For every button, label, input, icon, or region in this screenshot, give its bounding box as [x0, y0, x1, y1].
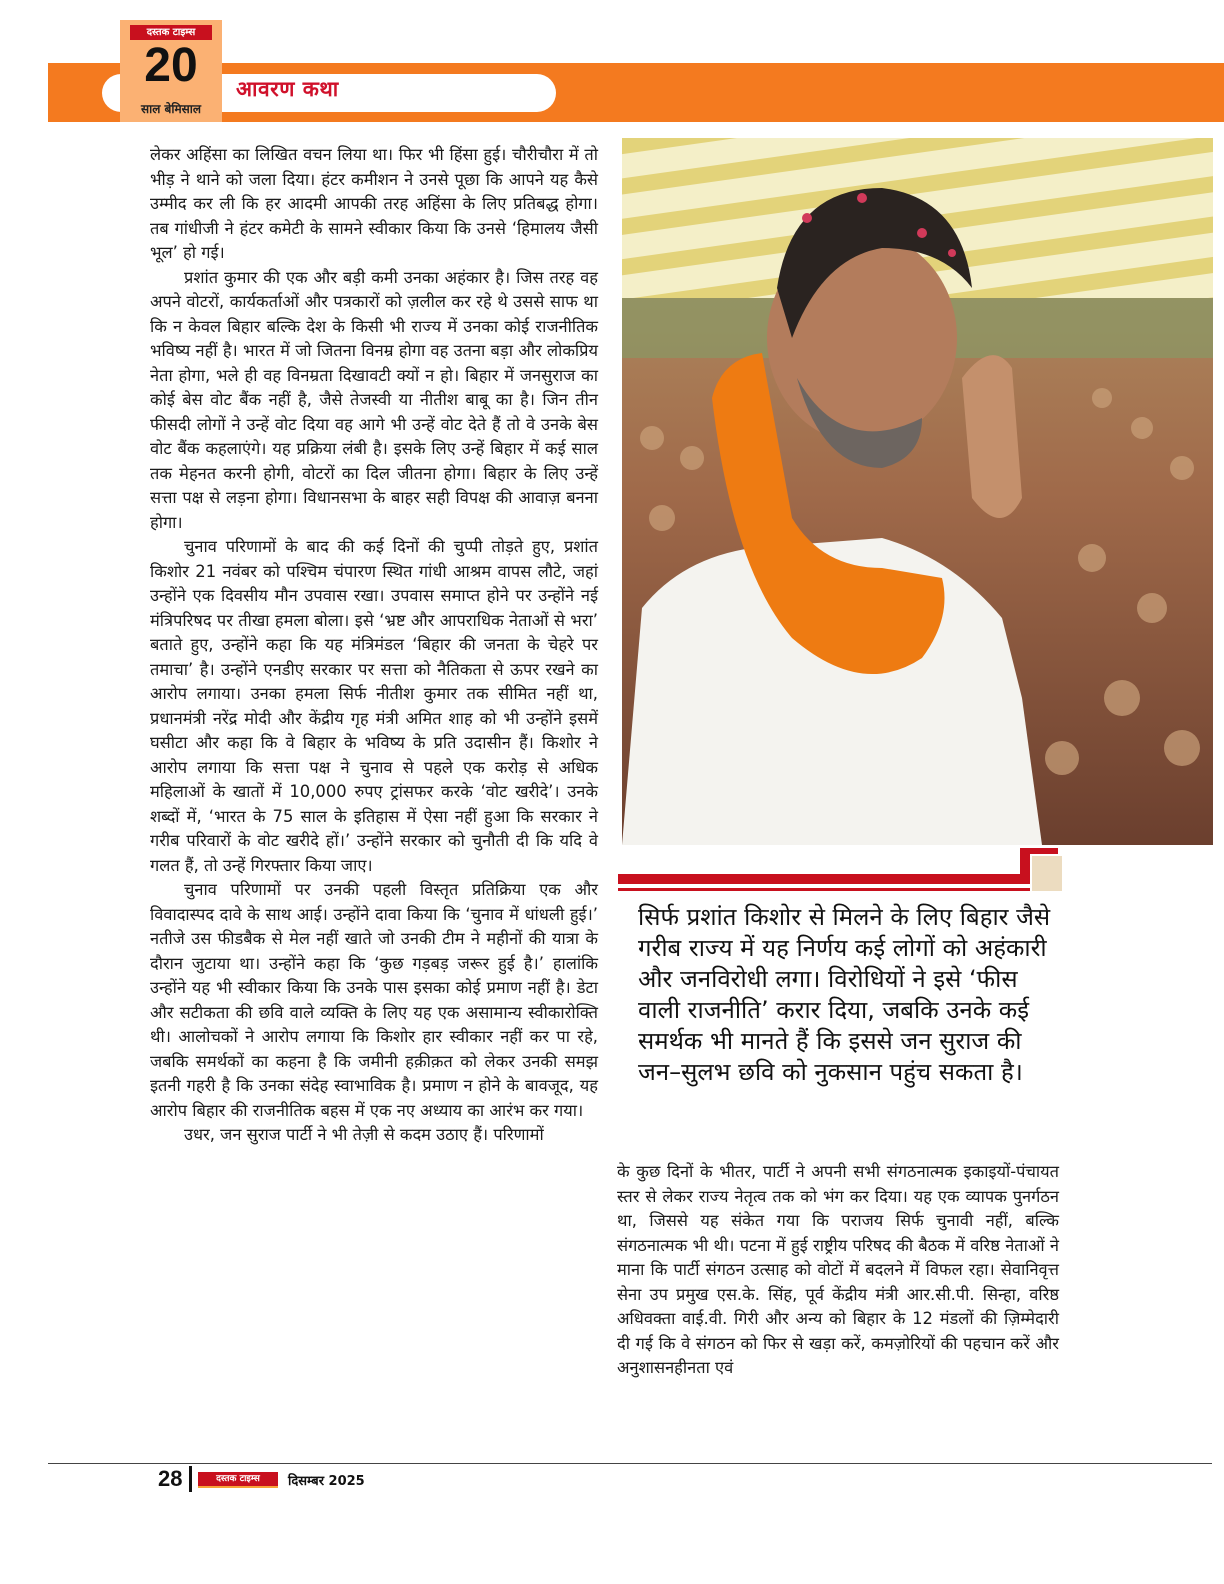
anniversary-number: 20 [144, 39, 198, 92]
paragraph: प्रशांत कुमार की एक और बड़ी कमी उनका अहंकार है। जिस तरह वह अपने वोटरों, कार्यकर्ताओं और पत्रकारों को ज़लील कर रहे थे उससे साफ था कि न केवल बिहार बल्कि देश के किसी भी राज्य में उनका कोई राजनीतिक भविष्य नहीं है। भारत में जो जितना विनम्र होगा वह उतना बड़ा और लोकप्रिय नेता होगा, भले ही वह विनम्रता दिखावटी क्यों न हो। बिहार में जनसुराज का कोई बेस वोट बैंक नहीं है, जैसे तेजस्वी या नीतीश बाबू का है। जिन तीन फीसदी लोगों ने उन्हें वोट दिया वह आगे भी उन्हें वोट देते हैं तो वे उनके बेस वोट बैंक कहलाएंगे। यह प्रक्रिया लंबी है। इसके लिए उन्हें बिहार में कई साल तक मेहनत करनी होगी, वोटरों का दिल जीतना होगा। बिहार के लिए उन्हें सत्ता पक्ष से लड़ना होगा। विधानसभा के बाहर सही विपक्ष की आवाज़ बनना होगा। [150, 267, 598, 532]
article-photo [622, 138, 1213, 845]
paragraph: चुनाव परिणामों पर उनकी पहली विस्तृत प्रतिक्रिया एक और विवादास्पद दावे के साथ आई। उन्होंने दावा किया कि ‘चुनाव में धांधली हुई।’ नतीजे उस फीडबैक से मेल नहीं खाते जो उनकी टीम ने महीनों की यात्रा के दौरान जुटाया था। उन्होंने कहा कि ‘कुछ गड़बड़ जरूर हुई है।’ हालांकि उन्होंने यह भी स्वीकार किया कि उनके पास इसका कोई प्रमाण नहीं है। डेटा और सटीकता की छवि वाले व्यक्ति के लिए यह एक असामान्य स्वीकारोक्ति थी। आलोचकों ने आरोप लगाया कि किशोर हार स्वीकार नहीं कर पा रहे, जबकि समर्थकों का कहना है कि जमीनी हक़ीक़त को लेकर उनकी समझ इतनी गहरी है कि उनका संदेह स्वाभाविक है। प्रमाण न होने के बावजूद, यह आरोप बिहार की राजनीतिक बहस में एक नए अध्याय का आरंभ कर गया। [150, 880, 598, 1120]
anniversary-tagline: साल बेमिसाल [140, 102, 202, 116]
section-title: आवरण कथा [236, 77, 339, 101]
footer-brand-logo: दस्तक टाइम्स [198, 1472, 278, 1488]
photo-illustration [622, 138, 1213, 845]
article-left-column [150, 143, 598, 1148]
rule-thick [618, 874, 1030, 884]
brand-logo: दस्तक टाइम्स [130, 25, 212, 40]
paragraph: लेकर अहिंसा का लिखित वचन लिया था। फिर भी हिंसा हुई। चौरीचौरा में तो भीड़ ने थाने को जला दिया। हंटर कमीशन ने उनसे पूछा कि आपने यह कैसे उम्मीद कर ली कि हर आदमी आपकी तरह अहिंसा के लिए प्रतिबद्ध होगा। तब गांधीजी ने हंटर कमेटी के सामने स्वीकार किया कि उनसे ‘हिमालय जैसी भूल’ हो गई। [150, 145, 598, 262]
paragraph: उधर, जन सुराज पार्टी ने भी तेज़ी से कदम उठाए हैं। परिणामों [184, 1125, 544, 1144]
rule-corner [1020, 848, 1030, 878]
pull-quote: सिर्फ प्रशांत किशोर से मिलने के लिए बिहार जैसे गरीब राज्य में यह निर्णय कई लोगों को अहंकारी और जनविरोधी लगा। विरोधियों ने इसे ‘फीस वाली राजनीति’ करार दिया, जबकि उनके कई समर्थक भी मानते हैं कि इससे जन सुराज की जन–सुलभ छवि को नुकसान पहुंच सकता है। [638, 903, 1051, 1086]
paragraph: चुनाव परिणामों के बाद की कई दिनों की चुप्पी तोड़ते हुए, प्रशांत किशोर 21 नवंबर को पश्चिम चंपारण स्थित गांधी आश्रम वापस लौटे, जहां उन्होंने एक दिवसीय मौन उपवास रखा। उपवास समाप्त होने पर उन्होंने नई मंत्रिपरिषद पर तीखा हमला बोला। इसे ‘भ्रष्ट और आपराधिक नेताओं से भरा’ बताते हुए, उन्होंने कहा कि यह मंत्रिमंडल ‘बिहार की जनता के चेहरे पर तमाचा’ है। उन्होंने एनडीए सरकार पर सत्ता को नैतिकता से ऊपर रखने का आरोप लगाया। उनका हमला सिर्फ नीतीश कुमार तक सीमित नहीं था, प्रधानमंत्री नरेंद्र मोदी और केंद्रीय गृह मंत्री अमित शाह को भी उन्होंने इसमें घसीटा और कहा कि वे बिहार के भविष्य के प्रति उदासीन हैं। किशोर ने आरोप लगाया कि सत्ता पक्ष ने चुनाव से पहले एक करोड़ से अधिक महिलाओं के खातों में 10,000 रुपए ट्रांसफर करके ‘वोट खरीदे’। उनके शब्दों में, ‘भारत के 75 साल के इतिहास में ऐसा नहीं हुआ कि सरकार ने गरीब परिवारों के वोट खरीदे हों।’ उन्होंने सरकार को चुनौती दी कि यदि वे गलत हैं, तो उन्हें गिरफ्तार किया जाए। [150, 537, 598, 875]
accent-block [1032, 856, 1062, 891]
rule-thin [618, 888, 1030, 891]
page-number: 28 [158, 1466, 183, 1491]
footer-divider [48, 1463, 1212, 1464]
rule-top [1026, 848, 1058, 854]
footer-separator [189, 1466, 192, 1492]
article-right-column [617, 1160, 1059, 1381]
paragraph: के कुछ दिनों के भीतर, पार्टी ने अपनी सभी संगठनात्मक इकाइयों-पंचायत स्तर से लेकर राज्य नेतृत्व तक को भंग कर दिया। यह एक व्यापक पुनर्गठन था, जिससे यह संकेत गया कि पराजय सिर्फ चुनावी नहीं, बल्कि संगठनात्मक भी थी। पटना में हुई राष्ट्रीय परिषद की बैठक में वरिष्ठ नेताओं ने माना कि पार्टी संगठन उत्साह को वोटों में बदलने में विफल रहा। सेवानिवृत्त सेना उप प्रमुख एस.के. सिंह, पूर्व केंद्रीय मंत्री आर.सी.पी. सिन्हा, वरिष्ठ अधिवक्ता वाई.वी. गिरी और अन्य को बिहार के 12 मंडलों की ज़िम्मेदारी दी गई कि वे संगठन को फिर से खड़ा करें, कमज़ोरियों की पहचान करें और अनुशासनहीनता एवं [617, 1162, 1059, 1377]
issue-date: दिसम्बर 2025 [288, 1474, 365, 1489]
anniversary-badge [120, 20, 222, 122]
pullquote-decoration [618, 848, 1064, 893]
